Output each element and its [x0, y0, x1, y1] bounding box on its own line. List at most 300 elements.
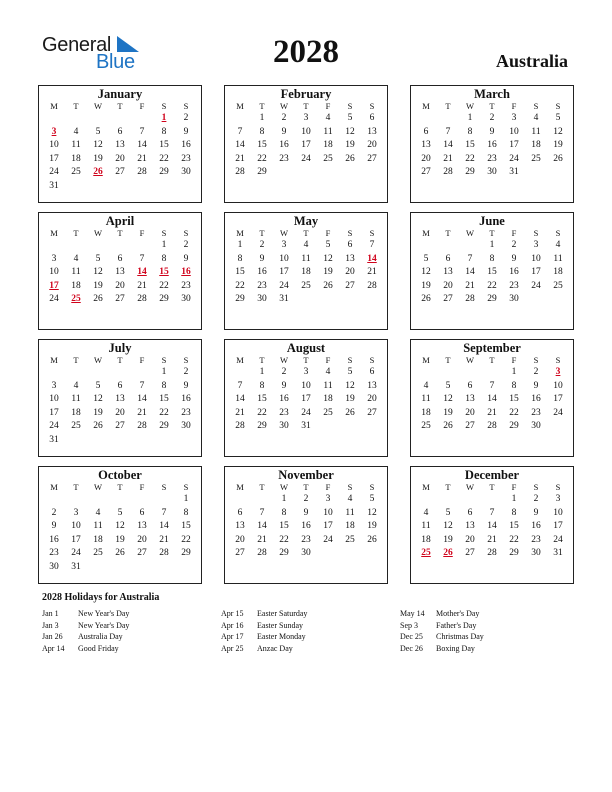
day-cell: 29	[509, 421, 519, 432]
weekday-header: T	[73, 482, 79, 492]
day-cell: 3	[303, 367, 309, 377]
weekday-header: T	[73, 355, 79, 365]
day-cell: 6	[467, 507, 473, 518]
day-cell: 30	[257, 294, 267, 305]
day-cell: 5	[95, 380, 101, 391]
weekday-header: T	[489, 482, 495, 492]
day-cell: 18	[421, 534, 431, 545]
holiday-name: Christmas Day	[436, 632, 484, 642]
holiday-entry	[221, 620, 307, 632]
weekday-header: W	[279, 482, 289, 492]
day-cell: 16	[301, 521, 311, 532]
day-cell: 28	[487, 421, 497, 432]
holiday-name: Easter Monday	[257, 632, 306, 642]
month-days-grid	[39, 355, 201, 448]
day-cell: 8	[161, 380, 167, 391]
day-cell: 30	[181, 294, 191, 305]
weekday-header: S	[369, 482, 375, 492]
day-cell: 31	[509, 167, 519, 178]
day-cell: 22	[257, 407, 267, 418]
day-cell: 26	[345, 153, 355, 164]
empty-day-cell	[415, 112, 437, 126]
day-cell: 12	[93, 394, 103, 405]
day-cell: 10	[49, 267, 59, 278]
month-name: May	[293, 214, 319, 228]
day-cell: 11	[421, 521, 431, 532]
day-cell: 3	[511, 113, 517, 123]
holiday-day-cell: 15	[159, 267, 169, 278]
weekday-header: W	[465, 101, 475, 111]
day-cell: 13	[115, 267, 125, 278]
empty-day-cell	[481, 366, 503, 380]
day-cell: 10	[301, 126, 311, 137]
day-cell: 21	[257, 534, 267, 545]
holiday-day-cell: 26	[93, 167, 103, 178]
empty-day-cell	[459, 239, 481, 253]
day-cell: 18	[345, 521, 355, 532]
empty-day-cell	[437, 366, 459, 380]
day-cell: 27	[115, 294, 125, 305]
day-cell: 4	[73, 253, 79, 264]
month-days-grid	[225, 482, 387, 561]
day-cell: 20	[137, 534, 147, 545]
holiday-entry	[400, 620, 484, 632]
day-cell: 16	[531, 521, 541, 532]
day-cell: 19	[323, 267, 333, 278]
day-cell: 9	[259, 253, 265, 264]
empty-day-cell	[459, 493, 481, 507]
day-cell: 8	[281, 507, 287, 518]
day-cell: 18	[323, 394, 333, 405]
day-cell: 5	[95, 253, 101, 264]
day-cell: 29	[509, 548, 519, 559]
day-cell: 3	[281, 240, 287, 250]
weekday-header: M	[422, 355, 430, 365]
day-cell: 6	[369, 367, 375, 377]
day-cell: 26	[93, 421, 103, 432]
month-name: April	[105, 214, 135, 228]
day-cell: 25	[553, 280, 563, 291]
weekday-header: T	[445, 482, 451, 492]
day-cell: 5	[347, 367, 353, 377]
month-name: August	[286, 341, 326, 355]
weekday-header: S	[555, 355, 561, 365]
empty-day-cell	[229, 112, 251, 126]
day-cell: 10	[71, 521, 81, 532]
day-cell: 29	[257, 421, 267, 432]
day-cell: 7	[139, 253, 145, 264]
empty-day-cell	[415, 366, 437, 380]
holiday-date: May 14	[400, 609, 425, 618]
day-cell: 13	[443, 267, 453, 278]
country-name: Australia	[496, 51, 568, 71]
day-cell: 13	[465, 394, 475, 405]
logo-word-blue: Blue	[96, 51, 135, 73]
weekday-header: S	[555, 101, 561, 111]
weekday-header: F	[139, 355, 145, 365]
weekday-header: S	[533, 482, 539, 492]
weekday-header: W	[93, 101, 103, 111]
weekday-header: M	[236, 355, 244, 365]
weekday-header: M	[50, 482, 58, 492]
day-cell: 22	[235, 280, 245, 291]
day-cell: 30	[301, 548, 311, 559]
holiday-column	[42, 608, 129, 655]
day-cell: 6	[445, 253, 451, 264]
day-cell: 25	[323, 153, 333, 164]
day-cell: 4	[325, 367, 331, 377]
day-cell: 21	[235, 407, 245, 418]
empty-day-cell	[43, 366, 65, 380]
holiday-entry	[221, 631, 307, 643]
day-cell: 28	[137, 294, 147, 305]
month-name: November	[278, 468, 334, 482]
day-cell: 30	[531, 421, 541, 432]
day-cell: 15	[465, 140, 475, 151]
day-cell: 30	[531, 548, 541, 559]
day-cell: 19	[345, 394, 355, 405]
day-cell: 7	[139, 380, 145, 391]
day-cell: 15	[487, 267, 497, 278]
day-cell: 29	[235, 294, 245, 305]
day-cell: 28	[137, 421, 147, 432]
day-cell: 8	[161, 126, 167, 137]
holiday-entry	[221, 608, 307, 620]
day-cell: 14	[257, 521, 267, 532]
weekday-header: S	[161, 228, 167, 238]
day-cell: 10	[553, 380, 563, 391]
day-cell: 2	[183, 240, 189, 250]
day-cell: 11	[71, 140, 81, 151]
day-cell: 6	[423, 126, 429, 137]
day-cell: 13	[115, 140, 125, 151]
day-cell: 18	[323, 140, 333, 151]
day-cell: 18	[301, 267, 311, 278]
day-cell: 20	[443, 280, 453, 291]
month-may	[224, 212, 388, 330]
holiday-date: Jan 3	[42, 620, 59, 630]
day-cell: 21	[367, 267, 377, 278]
day-cell: 23	[181, 407, 191, 418]
month-days-grid	[39, 228, 201, 307]
day-cell: 14	[487, 521, 497, 532]
day-cell: 2	[533, 367, 539, 377]
empty-day-cell	[459, 366, 481, 380]
day-cell: 25	[531, 153, 541, 164]
day-cell: 31	[279, 294, 289, 305]
day-cell: 30	[487, 167, 497, 178]
day-cell: 19	[93, 153, 103, 164]
empty-day-cell	[131, 493, 153, 507]
day-cell: 29	[465, 167, 475, 178]
day-cell: 19	[443, 534, 453, 545]
day-cell: 10	[509, 126, 519, 137]
day-cell: 30	[509, 294, 519, 305]
month-days-grid	[39, 101, 201, 194]
holiday-name: Mother's Day	[436, 609, 480, 618]
month-april	[38, 212, 202, 330]
day-cell: 2	[259, 240, 265, 250]
day-cell: 23	[181, 280, 191, 291]
day-cell: 8	[161, 253, 167, 264]
day-cell: 22	[465, 153, 475, 164]
day-cell: 29	[487, 294, 497, 305]
day-cell: 4	[423, 380, 429, 391]
day-cell: 17	[509, 140, 519, 151]
empty-day-cell	[131, 239, 153, 253]
day-cell: 7	[237, 380, 243, 391]
day-cell: 1	[161, 367, 167, 377]
day-cell: 1	[161, 240, 167, 250]
day-cell: 12	[367, 507, 377, 518]
weekday-header: T	[303, 101, 309, 111]
day-cell: 4	[73, 380, 79, 391]
day-cell: 19	[367, 521, 377, 532]
day-cell: 26	[345, 407, 355, 418]
weekday-header: F	[325, 101, 331, 111]
month-october	[38, 466, 202, 584]
day-cell: 4	[533, 113, 539, 123]
empty-day-cell	[251, 493, 273, 507]
weekday-header: F	[325, 228, 331, 238]
weekday-header: T	[489, 355, 495, 365]
day-cell: 20	[421, 153, 431, 164]
weekday-header: S	[347, 355, 353, 365]
day-cell: 18	[71, 407, 81, 418]
day-cell: 10	[49, 140, 59, 151]
day-cell: 27	[465, 548, 475, 559]
day-cell: 27	[367, 153, 377, 164]
month-days-grid	[225, 355, 387, 434]
weekday-header: W	[93, 228, 103, 238]
empty-day-cell	[43, 239, 65, 253]
day-cell: 10	[531, 253, 541, 264]
weekday-header: T	[73, 101, 79, 111]
empty-day-cell	[153, 493, 175, 507]
day-cell: 17	[323, 521, 333, 532]
day-cell: 7	[259, 507, 265, 518]
holiday-day-cell: 14	[137, 267, 147, 278]
day-cell: 7	[489, 380, 495, 391]
day-cell: 21	[137, 280, 147, 291]
holiday-day-cell: 17	[49, 280, 59, 291]
holiday-entry	[42, 643, 129, 655]
empty-day-cell	[437, 112, 459, 126]
day-cell: 6	[347, 240, 353, 250]
day-cell: 14	[465, 267, 475, 278]
day-cell: 1	[237, 240, 243, 250]
weekday-header: F	[139, 101, 145, 111]
day-cell: 11	[71, 267, 81, 278]
holiday-date: Apr 15	[221, 609, 244, 618]
day-cell: 17	[531, 267, 541, 278]
day-cell: 7	[237, 126, 243, 137]
month-days-grid	[225, 101, 387, 180]
day-cell: 8	[511, 507, 517, 518]
month-days-grid	[225, 228, 387, 307]
day-cell: 4	[555, 240, 561, 250]
day-cell: 13	[367, 380, 377, 391]
holiday-day-cell: 25	[71, 294, 81, 305]
weekday-header: M	[50, 355, 58, 365]
day-cell: 1	[281, 494, 287, 504]
day-cell: 15	[159, 394, 169, 405]
day-cell: 22	[509, 407, 519, 418]
weekday-header: W	[279, 355, 289, 365]
day-cell: 20	[115, 153, 125, 164]
day-cell: 17	[49, 407, 59, 418]
weekday-header: F	[511, 355, 517, 365]
day-cell: 24	[49, 294, 59, 305]
holiday-day-cell: 14	[367, 253, 377, 264]
day-cell: 23	[257, 280, 267, 291]
day-cell: 11	[531, 126, 541, 137]
day-cell: 17	[553, 394, 563, 405]
day-cell: 6	[117, 380, 123, 391]
weekday-header: T	[117, 482, 123, 492]
weekday-header: S	[533, 228, 539, 238]
holiday-date: Dec 26	[400, 644, 423, 654]
weekday-header: T	[489, 101, 495, 111]
day-cell: 5	[95, 126, 101, 137]
day-cell: 24	[279, 280, 289, 291]
holiday-day-cell: 1	[161, 113, 167, 123]
day-cell: 5	[117, 507, 123, 518]
day-cell: 5	[369, 494, 375, 504]
day-cell: 12	[93, 267, 103, 278]
day-cell: 8	[259, 380, 265, 391]
day-cell: 9	[533, 507, 539, 518]
weekday-header: S	[183, 101, 189, 111]
holiday-date: Sep 3	[400, 620, 418, 630]
weekday-header: S	[555, 482, 561, 492]
month-name: September	[463, 341, 521, 355]
day-cell: 8	[237, 253, 243, 264]
weekday-header: T	[117, 101, 123, 111]
weekday-header: S	[347, 228, 353, 238]
weekday-header: F	[139, 228, 145, 238]
month-march	[410, 85, 574, 203]
day-cell: 24	[301, 407, 311, 418]
day-cell: 16	[279, 140, 289, 151]
empty-day-cell	[65, 239, 87, 253]
day-cell: 13	[137, 521, 147, 532]
day-cell: 2	[489, 113, 495, 123]
day-cell: 26	[323, 280, 333, 291]
day-cell: 26	[421, 294, 431, 305]
day-cell: 6	[139, 507, 145, 518]
weekday-header: S	[533, 355, 539, 365]
day-cell: 1	[259, 113, 265, 123]
day-cell: 25	[421, 421, 431, 432]
day-cell: 23	[181, 153, 191, 164]
weekday-header: S	[183, 228, 189, 238]
day-cell: 10	[301, 380, 311, 391]
day-cell: 3	[73, 507, 79, 518]
day-cell: 24	[49, 421, 59, 432]
holiday-date: Jan 1	[42, 609, 59, 618]
empty-day-cell	[229, 493, 251, 507]
empty-day-cell	[131, 112, 153, 126]
day-cell: 10	[323, 507, 333, 518]
logo-word-general: General	[42, 34, 112, 56]
day-cell: 16	[257, 267, 267, 278]
day-cell: 9	[183, 380, 189, 391]
day-cell: 8	[511, 380, 517, 391]
empty-day-cell	[65, 493, 87, 507]
day-cell: 29	[159, 294, 169, 305]
day-cell: 23	[301, 534, 311, 545]
day-cell: 16	[181, 140, 191, 151]
day-cell: 12	[93, 140, 103, 151]
weekday-header: T	[259, 482, 265, 492]
weekday-header: M	[236, 482, 244, 492]
day-cell: 12	[421, 267, 431, 278]
month-name: February	[280, 87, 332, 101]
day-cell: 6	[467, 380, 473, 391]
holiday-entry	[42, 631, 129, 643]
day-cell: 28	[159, 548, 169, 559]
day-cell: 22	[487, 280, 497, 291]
day-cell: 6	[369, 113, 375, 123]
day-cell: 11	[323, 126, 333, 137]
day-cell: 27	[115, 167, 125, 178]
day-cell: 20	[465, 534, 475, 545]
holiday-entry	[221, 643, 307, 655]
day-cell: 12	[323, 253, 333, 264]
day-cell: 20	[367, 140, 377, 151]
weekday-header: S	[347, 101, 353, 111]
day-cell: 18	[531, 140, 541, 151]
empty-day-cell	[415, 239, 437, 253]
day-cell: 8	[467, 126, 473, 137]
day-cell: 18	[93, 534, 103, 545]
day-cell: 6	[117, 126, 123, 137]
month-name: June	[479, 214, 505, 228]
day-cell: 10	[49, 394, 59, 405]
day-cell: 9	[183, 126, 189, 137]
weekday-header: W	[465, 355, 475, 365]
holiday-day-cell: 3	[555, 367, 561, 377]
weekday-header: S	[161, 482, 167, 492]
day-cell: 4	[303, 240, 309, 250]
empty-day-cell	[109, 112, 131, 126]
day-cell: 31	[553, 548, 563, 559]
day-cell: 14	[487, 394, 497, 405]
day-cell: 27	[465, 421, 475, 432]
day-cell: 15	[159, 140, 169, 151]
weekday-header: T	[117, 355, 123, 365]
day-cell: 20	[115, 407, 125, 418]
month-days-grid	[411, 355, 573, 434]
day-cell: 14	[443, 140, 453, 151]
day-cell: 17	[553, 521, 563, 532]
day-cell: 1	[259, 367, 265, 377]
day-cell: 17	[71, 534, 81, 545]
day-cell: 24	[553, 407, 563, 418]
weekday-header: W	[279, 228, 289, 238]
day-cell: 26	[93, 294, 103, 305]
weekday-header: T	[303, 228, 309, 238]
holiday-entry	[42, 620, 129, 632]
day-cell: 3	[303, 113, 309, 123]
day-cell: 11	[323, 380, 333, 391]
day-cell: 25	[71, 167, 81, 178]
day-cell: 3	[325, 494, 331, 504]
day-cell: 2	[533, 494, 539, 504]
day-cell: 21	[487, 534, 497, 545]
day-cell: 27	[443, 294, 453, 305]
